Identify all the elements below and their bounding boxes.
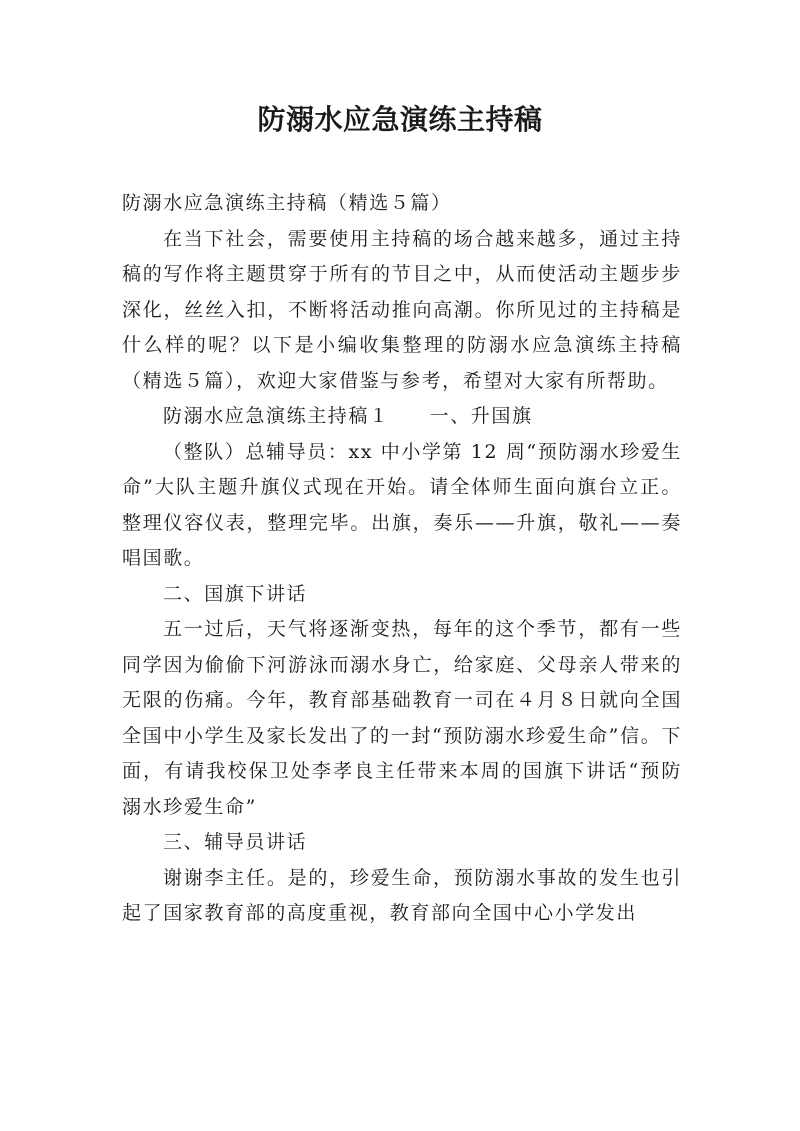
speech-paragraph: 五一过后，天气将逐渐变热，每年的这个季节，都有一些同学因为偷偷下河游泳而溺水身亡，给家庭、父母亲人带来的无限的伤痛。今年，教育部基础教育一司在４月８日就向全国全国中小学生及家长发出了的一封“预防溺水珍爱生命”信。下面，有请我校保卫处李孝良主任带来本周的国旗下讲话“预防溺水珍爱生命” <box>122 618 682 818</box>
document-title: 防溺水应急演练主持稿 <box>257 103 543 136</box>
section-heading-line <box>122 399 682 435</box>
heading-flag-speech: 二、国旗下讲话 <box>163 582 308 605</box>
intro-paragraph: 在当下社会，需要使用主持稿的场合越来越多，通过主持稿的写作将主题贯穿于所有的节目之中，从而使活动主题步步深化，丝丝入扣，不断将活动推向高潮。你所见过的主持稿是什么样的呢？以下是小编收集整理的防溺水应急演练主持稿（精选５篇），欢迎大家借鉴与参考，希望对大家有所帮助。 <box>122 227 682 392</box>
section-heading: 防溺水应急演练主持稿１ <box>163 405 390 427</box>
section-item-heading: 一、升国旗 <box>429 405 533 427</box>
document-subtitle: 防溺水应急演练主持稿（精选５篇） <box>122 192 452 214</box>
counselor-paragraph: 谢谢李主任。是的，珍爱生命，预防溺水事故的发生也引起了国家教育部的高度重视，教育部向全国中心小学发出 <box>122 866 682 924</box>
flag-ceremony-paragraph: （整队）总辅导员：xx 中小学第 12 周“预防溺水珍爱生命”大队主题升旗仪式现在开始。请全体师生面向旗台立正。整理仪容仪表，整理完毕。出旗，奏乐——升旗，敬礼——奏唱国歌。 <box>122 440 682 569</box>
heading-counselor-speech: 三、辅导员讲话 <box>163 831 308 853</box>
document-body <box>122 186 682 932</box>
